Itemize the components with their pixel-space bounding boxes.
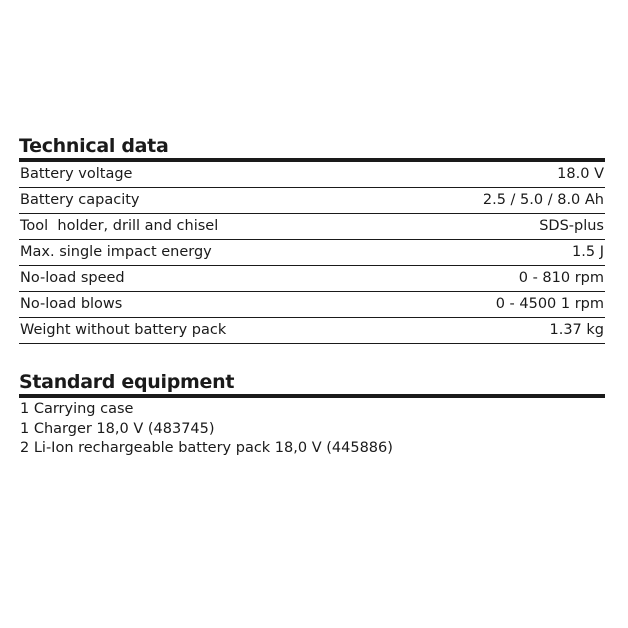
list-item: 2 Li-Ion rechargeable battery pack 18,0 V (445886) [20,440,393,456]
table-row [19,240,605,266]
technical-data-section [19,134,605,344]
table-row [19,266,605,292]
spec-label: Weight without battery pack [19,318,387,344]
spec-label: Battery capacity [19,188,387,214]
spec-value: 0 - 4500 1 rpm [387,292,605,318]
spec-label: Tool holder, drill and chisel [19,214,387,240]
table-row [19,188,605,214]
standard-equipment-section [19,370,605,459]
technical-data-table [19,162,605,344]
spec-label: Battery voltage [19,162,387,188]
spec-value: 1.37 kg [387,318,605,344]
spec-value: 1.5 J [387,240,605,266]
table-row [19,292,605,318]
technical-data-title: Technical data [19,134,605,162]
table-row [19,318,605,344]
spec-label: No-load speed [19,266,387,292]
standard-equipment-title: Standard equipment [19,370,605,398]
spec-value: SDS-plus [387,214,605,240]
equipment-list [19,400,605,459]
spec-label: No-load blows [19,292,387,318]
table-row [19,162,605,188]
spec-value: 0 - 810 rpm [387,266,605,292]
list-item: 1 Carrying case [20,401,134,417]
list-item: 1 Charger 18,0 V (483745) [20,420,215,437]
table-row [19,214,605,240]
spec-value: 18.0 V [387,162,605,188]
spec-label: Max. single impact energy [19,240,387,266]
spec-value: 2.5 / 5.0 / 8.0 Ah [387,188,605,214]
